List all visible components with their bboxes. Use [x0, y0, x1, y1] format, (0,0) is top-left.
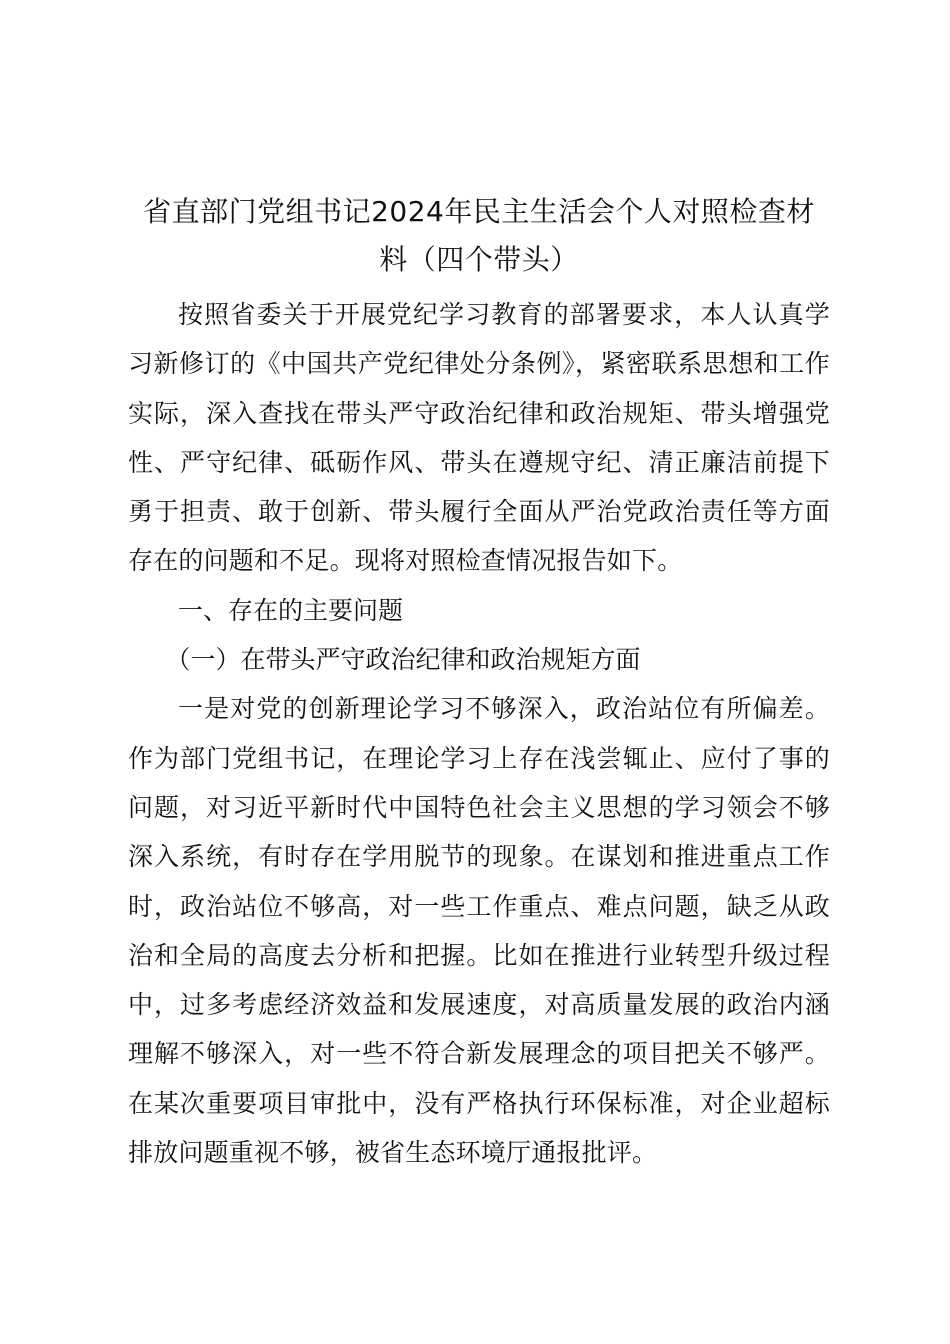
document-page — [128, 188, 830, 1177]
section-heading: 一、存在的主要问题 — [178, 595, 404, 625]
intro-paragraph: 按照省委关于开展党纪学习教育的部署要求，本人认真学习新修订的《中国共产党纪律处分条例》，紧密联系思想和工作实际，深入查找在带头严守政治纪律和政治规矩、带头增强党性、严守纪律、砥砺作风、带头在遵规守纪、清正廉洁前提下勇于担责、敢于创新、带头履行全面从严治党政治责任等方面存在的问题和不足。现将对照检查情况报告如下。 — [128, 300, 830, 576]
subsection-heading: （一）在带头严守政治纪律和政治规矩方面 — [165, 645, 641, 675]
document-title — [128, 188, 830, 284]
body-paragraph: 一是对党的创新理论学习不够深入，政治站位有所偏差。作为部门党组书记，在理论学习上存在浅尝辄止、应付了事的问题，对习近平新时代中国特色社会主义思想的学习领会不够深入系统，有时存在学用脱节的现象。在谋划和推进重点工作时，政治站位不够高，对一些工作重点、难点问题，缺乏从政治和全局的高度去分析和把握。比如在推进行业转型升级过程中，过多考虑经济效益和发展速度，对高质量发展的政治内涵理解不够深入，对一些不符合新发展理念的项目把关不够严。在某次重要项目审批中，没有严格执行环保标准，对企业超标排放问题重视不够，被省生态环境厅通报批评。 — [128, 694, 830, 1168]
title-line-1: 省直部门党组书记2024年民主生活会个人对照检查材 — [143, 195, 815, 228]
title-line-2: 料（四个带头） — [379, 243, 579, 276]
